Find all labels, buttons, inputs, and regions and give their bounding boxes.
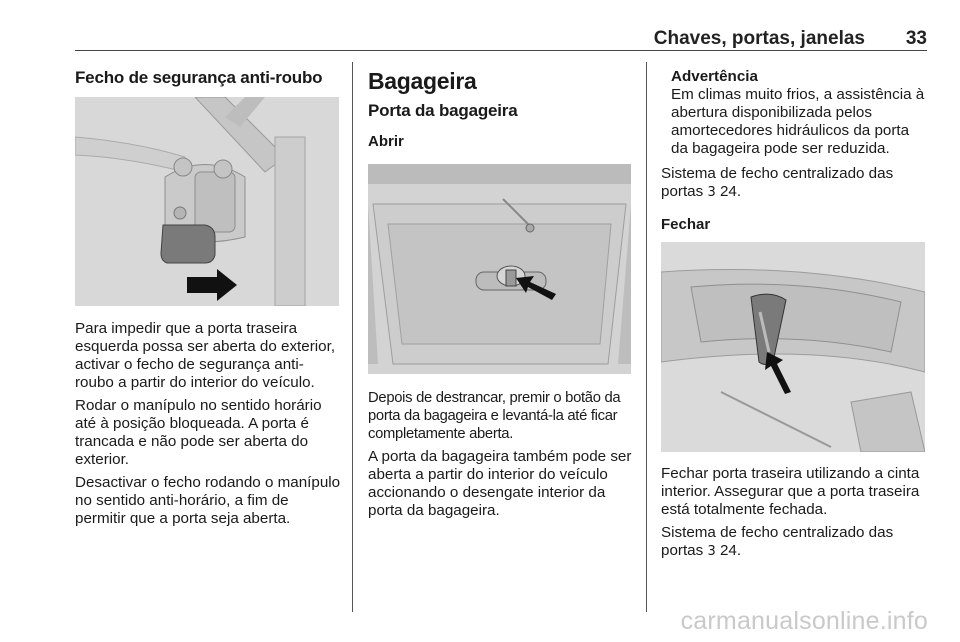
tailgate-button-illustration-icon [368, 164, 631, 374]
column-luggage [368, 68, 634, 150]
tailgate-open-figure [368, 164, 631, 374]
paragraph: Fechar porta traseira utilizando a cinta interior. Assegurar que a porta traseira está totalmente fechada. [661, 465, 920, 518]
header-title: Chaves, portas, janelas [653, 28, 865, 49]
warning-box [661, 68, 927, 158]
anti-theft-lock-figure [75, 97, 339, 306]
cross-reference [661, 165, 927, 202]
tailgate-strap-illustration-icon [661, 242, 925, 452]
column-warning-close [661, 68, 927, 233]
paragraph: Rodar o manípulo no sentido horário até à posição bloqueada. A porta é trancada e não pode ser aberta do exterior. [75, 397, 322, 468]
door-lock-illustration-icon [75, 97, 339, 306]
watermark: carmanualsonline.info [680, 607, 928, 635]
page-header [75, 24, 927, 51]
paragraph: Para impedir que a porta traseira esquerda possa ser aberta do exterior, activar o fecho de segurança anti-roubo a partir do interior do veículo. [75, 320, 336, 391]
reference-text: Sistema de fecho centralizado das portas [661, 524, 894, 559]
reference-text: Sistema de fecho centralizado das portas [661, 165, 894, 200]
reference-arrow-icon: 3 [707, 185, 716, 200]
tailgate-close-figure [661, 242, 925, 452]
reference-arrow-icon: 3 [707, 544, 716, 559]
chapter-heading: Bagageira [368, 68, 477, 94]
paragraph: A porta da bagageira também pode ser aberta a partir do interior do veículo accionando o desengate interior da porta da bagageira. [368, 448, 632, 519]
subsection-heading: Fechar [661, 216, 711, 233]
paragraph: Desactivar o fecho rodando o manípulo no sentido anti-horário, a fim de permitir que a porta seja aberta. [75, 474, 341, 527]
warning-text: Em climas muito frios, a assistência à abertura disponibilizada pelos amortecedores hidráulicos da porta da bagageira pode ser reduzida. [671, 86, 925, 157]
column-anti-theft-lock [75, 68, 341, 88]
subsection-heading: Abrir [368, 133, 404, 150]
page-number: 33 [905, 28, 927, 49]
section-heading: Porta da bagageira [368, 101, 518, 120]
column-divider [646, 62, 647, 612]
column-divider [352, 62, 353, 612]
reference-page: 24. [719, 542, 742, 559]
cross-reference [661, 524, 927, 561]
reference-page: 24. [719, 183, 742, 200]
paragraph: Depois de destrancar, premir o botão da porta da bagageira e levantá-la até ficar completamente aberta. [368, 390, 621, 442]
warning-title: Advertência [671, 68, 758, 85]
section-heading: Fecho de segurança anti-roubo [75, 68, 323, 87]
